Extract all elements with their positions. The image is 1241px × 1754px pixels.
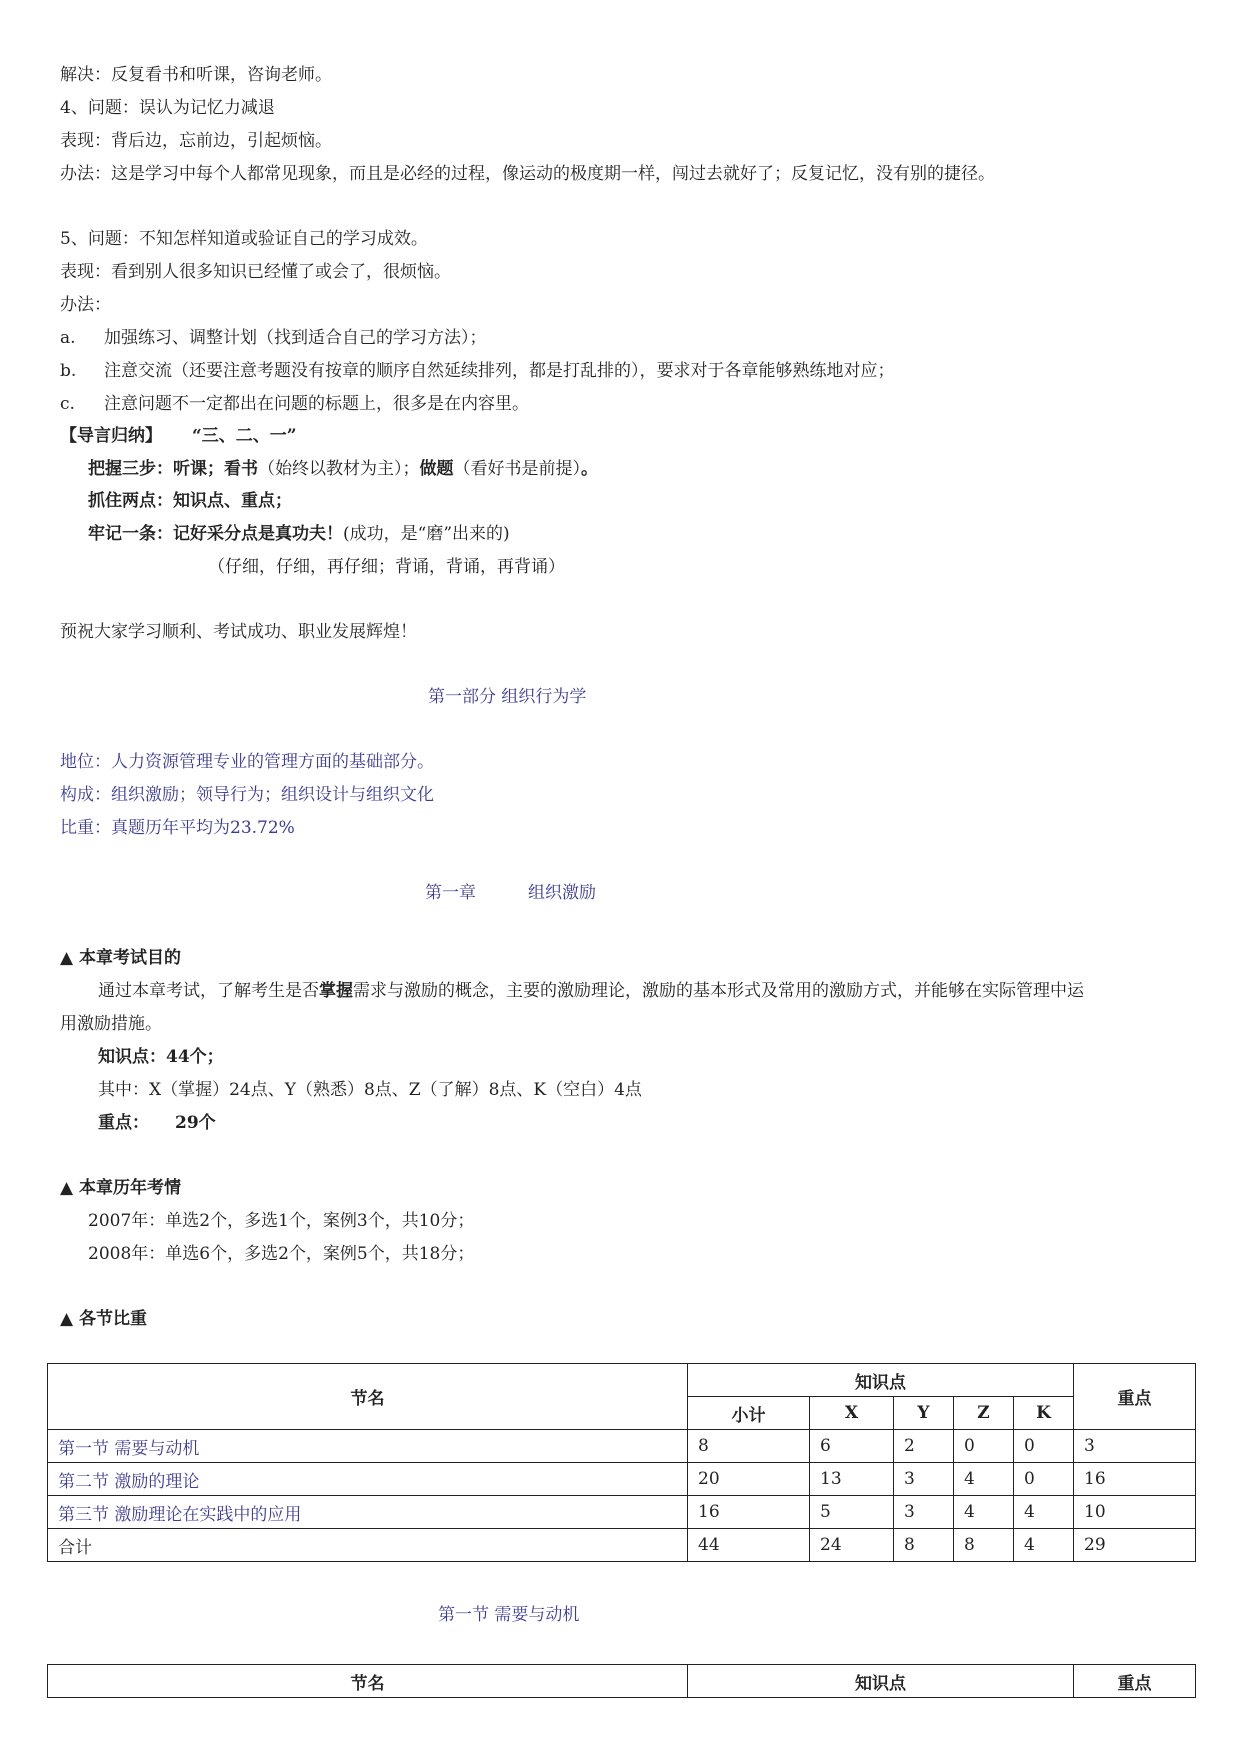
table-row bbox=[48, 1430, 1196, 1463]
cell: 2 bbox=[894, 1430, 954, 1463]
header-k: K bbox=[1014, 1397, 1074, 1430]
header-key-points: 重点 bbox=[1074, 1364, 1196, 1430]
cell-section: 第三节 激励理论在实践中的应用 bbox=[48, 1496, 688, 1529]
aim-text bbox=[98, 980, 1084, 1002]
text-line: 表现：背后边，忘前边，引起烦恼。 bbox=[60, 131, 332, 151]
part-composition: 构成：组织激励；领导行为；组织设计与组织文化 bbox=[60, 785, 434, 805]
cell: 4 bbox=[954, 1496, 1014, 1529]
section-weight-table bbox=[47, 1363, 1196, 1562]
cell: 4 bbox=[1014, 1496, 1074, 1529]
history-2007: 2007年：单选2个，多选1个，案例3个，共10分； bbox=[88, 1211, 475, 1231]
chapter-name: 组织激励 bbox=[528, 883, 596, 903]
summary-bold: 把握三步：听课；看书 bbox=[88, 459, 258, 479]
cell: 44 bbox=[688, 1529, 810, 1562]
header-knowledge-points: 知识点 bbox=[688, 1364, 1074, 1397]
list-item-b bbox=[60, 360, 895, 382]
text-line: 表现：看到别人很多知识已经懂了或会了，很烦恼。 bbox=[60, 262, 451, 282]
section-heading-aim: ▲ 本章考试目的 bbox=[60, 948, 181, 968]
header-key-points: 重点 bbox=[1074, 1665, 1196, 1698]
header-z: Z bbox=[954, 1397, 1014, 1430]
chapter-number: 第一章 bbox=[425, 883, 476, 903]
header-x: X bbox=[810, 1397, 894, 1430]
summary-bold: 。 bbox=[581, 459, 598, 479]
summary-step-1 bbox=[88, 458, 598, 480]
list-item-a bbox=[60, 327, 487, 349]
section-heading-history: ▲ 本章历年考情 bbox=[60, 1178, 181, 1198]
section-detail-table bbox=[47, 1664, 1196, 1698]
aim-pre: 通过本章考试，了解考生是否 bbox=[98, 981, 319, 1001]
cell: 13 bbox=[810, 1463, 894, 1496]
aim-post: 需求与激励的概念，主要的激励理论，激励的基本形式及常用的激励方式，并能够在实际管理中运 bbox=[353, 981, 1084, 1001]
list-marker: a. bbox=[60, 328, 76, 348]
cell: 0 bbox=[1014, 1463, 1074, 1496]
table-row-total bbox=[48, 1529, 1196, 1562]
list-marker: b. bbox=[60, 361, 77, 381]
summary-note: (成功，是“磨”出来的) bbox=[343, 524, 510, 544]
text-line: 解决：反复看书和听课，咨询老师。 bbox=[60, 65, 332, 85]
text-line: 办法： bbox=[60, 295, 111, 315]
cell: 20 bbox=[688, 1463, 810, 1496]
list-text: 注意问题不一定都出在问题的标题上，很多是在内容里。 bbox=[104, 394, 529, 414]
header-knowledge-points: 知识点 bbox=[688, 1665, 1074, 1698]
summary-note: （看好书是前提） bbox=[453, 459, 581, 479]
aim-bold: 掌握 bbox=[319, 981, 353, 1001]
cell: 24 bbox=[810, 1529, 894, 1562]
summary-quote: “三、二、一” bbox=[192, 426, 297, 446]
header-section-name: 节名 bbox=[48, 1665, 688, 1698]
cell: 8 bbox=[954, 1529, 1014, 1562]
cell-section: 第一节 需要与动机 bbox=[48, 1430, 688, 1463]
cell: 10 bbox=[1074, 1496, 1196, 1529]
part-weight: 比重：真题历年平均为23.72% bbox=[60, 818, 295, 838]
table-row bbox=[48, 1496, 1196, 1529]
part-title: 第一部分 组织行为学 bbox=[428, 687, 587, 707]
key-value: 29个 bbox=[175, 1113, 216, 1133]
cell: 6 bbox=[810, 1430, 894, 1463]
text-line: 5、问题：不知怎样知道或验证自己的学习成效。 bbox=[60, 229, 428, 249]
summary-title: 【导言归纳】 bbox=[60, 426, 162, 446]
header-section-name: 节名 bbox=[48, 1364, 688, 1430]
cell: 0 bbox=[1014, 1430, 1074, 1463]
section-heading-weights: ▲ 各节比重 bbox=[60, 1309, 147, 1329]
summary-bold: 做题 bbox=[419, 459, 454, 479]
cell: 4 bbox=[954, 1463, 1014, 1496]
cell: 3 bbox=[894, 1496, 954, 1529]
cell: 0 bbox=[954, 1430, 1014, 1463]
history-2008: 2008年：单选6个，多选2个，案例5个，共18分； bbox=[88, 1244, 475, 1264]
table-row bbox=[48, 1463, 1196, 1496]
cell-section: 第二节 激励的理论 bbox=[48, 1463, 688, 1496]
header-subtotal: 小计 bbox=[688, 1397, 810, 1430]
summary-step-3 bbox=[88, 523, 510, 545]
text-line: 办法：这是学习中每个人都常见现象，而且是必经的过程，像运动的极度期一样，闯过去就好了；反复记忆，没有别的捷径。 bbox=[60, 164, 995, 184]
summary-note: （始终以教材为主）； bbox=[258, 459, 420, 479]
summary-heading bbox=[60, 425, 297, 447]
key-label: 重点： bbox=[98, 1113, 149, 1133]
cell: 8 bbox=[894, 1529, 954, 1562]
knowledge-points: 知识点：44个； bbox=[98, 1047, 224, 1067]
cell-section: 合计 bbox=[48, 1529, 688, 1562]
list-text: 注意交流（还要注意考题没有按章的顺序自然延续排列，都是打乱排的），要求对于各章能够熟练地对应； bbox=[104, 361, 895, 381]
wish-text: 预祝大家学习顺利、考试成功、职业发展辉煌！ bbox=[60, 622, 417, 642]
header-y: Y bbox=[894, 1397, 954, 1430]
cell: 3 bbox=[894, 1463, 954, 1496]
summary-step-4: （仔细，仔细，再仔细；背诵，背诵，再背诵） bbox=[208, 557, 565, 577]
knowledge-detail: 其中：X（掌握）24点、Y（熟悉）8点、Z（了解）8点、K（空白）4点 bbox=[98, 1080, 642, 1100]
cell: 16 bbox=[1074, 1463, 1196, 1496]
cell: 4 bbox=[1014, 1529, 1074, 1562]
chapter-title bbox=[425, 882, 596, 904]
list-text: 加强练习、调整计划（找到适合自己的学习方法）； bbox=[104, 328, 487, 348]
text-line: 4、问题：误认为记忆力减退 bbox=[60, 98, 275, 118]
cell: 3 bbox=[1074, 1430, 1196, 1463]
summary-bold: 牢记一条：记好采分点是真功夫！ bbox=[88, 524, 343, 544]
list-marker: c. bbox=[60, 394, 75, 414]
part-position: 地位：人力资源管理专业的管理方面的基础部分。 bbox=[60, 752, 434, 772]
cell: 29 bbox=[1074, 1529, 1196, 1562]
aim-text-cont: 用激励措施。 bbox=[60, 1014, 162, 1034]
key-points bbox=[98, 1112, 216, 1134]
summary-step-2: 抓住两点：知识点、重点； bbox=[88, 491, 292, 511]
cell: 16 bbox=[688, 1496, 810, 1529]
cell: 5 bbox=[810, 1496, 894, 1529]
cell: 8 bbox=[688, 1430, 810, 1463]
list-item-c bbox=[60, 393, 529, 415]
section-title: 第一节 需要与动机 bbox=[438, 1605, 580, 1625]
